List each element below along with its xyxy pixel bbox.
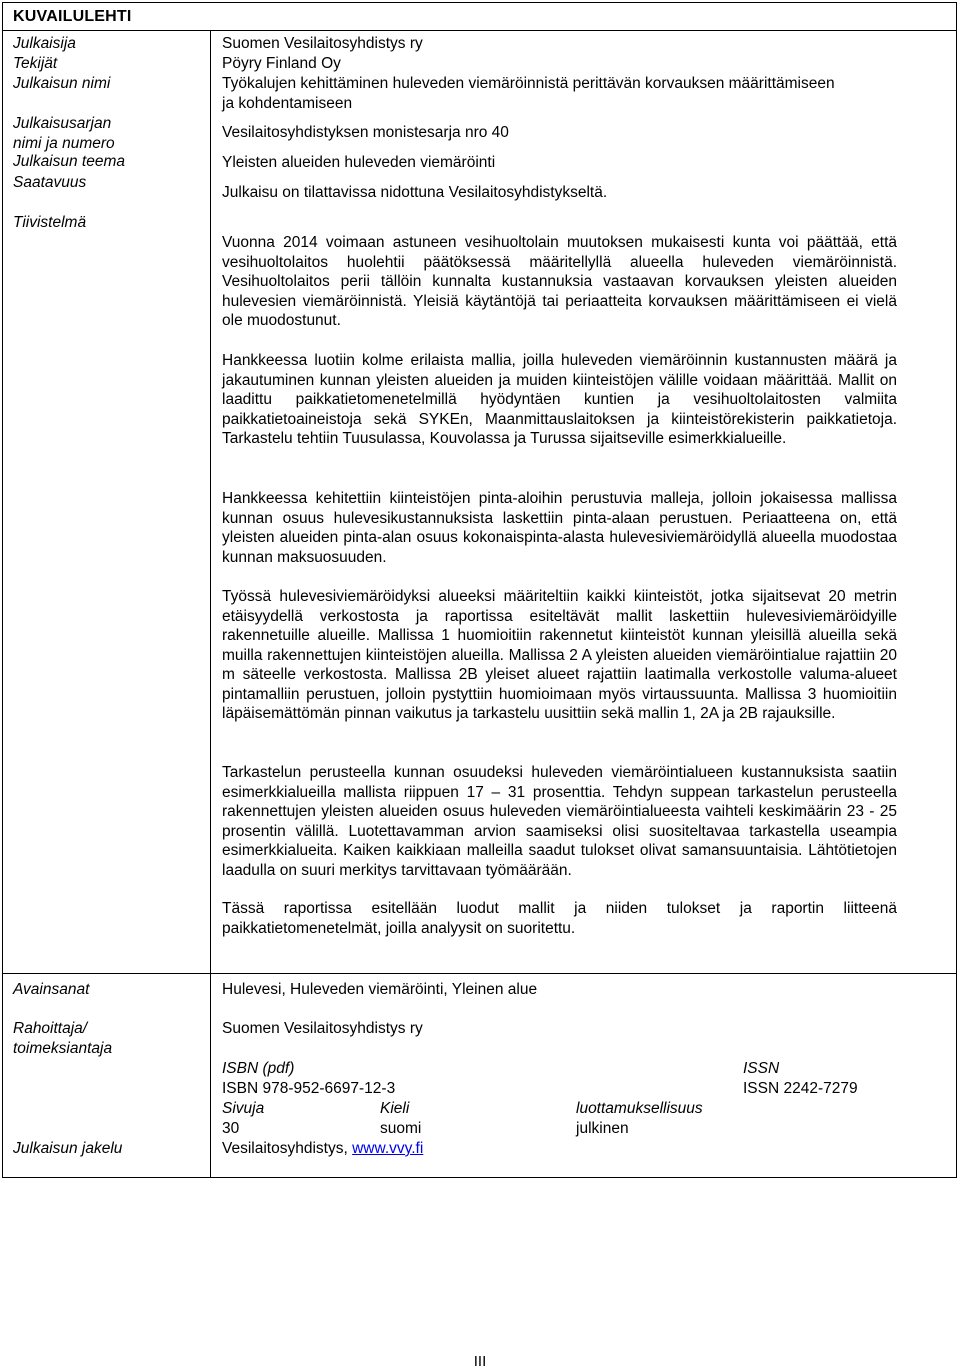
availability-value: Julkaisu on tilattavissa nidottuna Vesilaitosyhdistykseltä.	[222, 184, 608, 201]
title-label: Julkaisun nimi	[13, 75, 111, 92]
pages-label: Sivuja	[222, 1100, 265, 1117]
sheet-title: KUVAILULEHTI	[13, 8, 132, 25]
abstract-paragraph: Tässä raportissa esitellään luodut mallit ja niiden tulokset ja raportin liitteenä paikkatietomenetelmät, joilla analyysit on suoritettu.	[222, 900, 897, 937]
sheet-header	[2, 2, 957, 30]
series-label-line2: nimi ja numero	[13, 135, 115, 152]
keywords-label: Avainsanat	[13, 981, 90, 998]
theme-value: Yleisten alueiden huleveden viemäröinti	[222, 154, 496, 171]
abstract-label: Tiivistelmä	[13, 214, 87, 231]
distribution-table	[2, 974, 957, 1178]
pages-value: 30	[222, 1120, 240, 1137]
availability-label: Saatavuus	[13, 174, 87, 191]
abstract-paragraph: Työssä hulevesiviemäröidyksi alueeksi määriteltiin kaikki kiinteistöt, jotka sijaitsevat 20 metrin etäisyydellä verkostosta ja raportissa esiteltävät mallit laskettiin hulevesiviemäröidyille rakennetuille alueille. Mallissa 1 huomioitiin rakennetut kiinteistöt kunnan yleisillä alueilla sekä muilla rakennettujen kiinteistöjen alueilla. Mallissa 2 A yleisten alueiden viemäröintialue rajattiin 20 m säteelle verkostosta. Mallissa 2B yleiset alueet rajattiin laatimalla verkostolle valuma-alueet pintamalliin perustuen, jolloin pystyttiin huomioimaan myös virtaussuunta. Mallissa 3 huomioitiin läpäisemättömän pinnan vaikutus ja tarkastelu uusittiin sekä mallin 1, 2A ja 2B rajauksille.	[222, 588, 897, 722]
keywords-value: Hulevesi, Huleveden viemäröinti, Yleinen alue	[222, 981, 538, 998]
title-value-line1: Työkalujen kehittäminen huleveden viemäröinnistä perittävän korvauksen määrittämiseen	[222, 75, 835, 92]
confidentiality-label: luottamuksellisuus	[576, 1100, 703, 1117]
isbn-value: ISBN 978-952-6697-12-3	[222, 1080, 396, 1097]
description-sheet	[2, 2, 957, 1178]
language-label: Kieli	[380, 1100, 410, 1117]
abstract-paragraph: Hankkeessa luotiin kolme erilaista mallia, joilla huleveden viemäröinnin kustannusten määrä ja jakautuminen kunnan yleisten alueiden ja muiden kiinteistöjen välille voidaan määrittää. Mallit on laadittu paikkatietomenetelmillä hyödyntäen kuntien ja vesihuoltolaitosten valmiita paikkatietoaineistoja sekä SYKEn, Maanmittauslaitoksen ja kiinteistörekisterin paikkatietoja. Tarkastelu tehtiin Tuusulassa, Kouvolassa ja Turussa sijaitseville esimerkkialueille.	[222, 352, 897, 447]
funder-label-line2: toimeksiantaja	[13, 1040, 113, 1057]
publication-details-table	[2, 30, 957, 974]
abstract-paragraph: Tarkastelun perusteella kunnan osuudeksi huleveden viemäröintialueen kustannuksista saatiin esimerkkialueilla mallista riippuen 17 – 31 prosenttia. Tehdyn suppean tarkastelun perusteella rakennettujen yleisten alueiden osuus huleveden viemäröintialueesta vaihteli keskimäärin 23 - 25 prosentin välillä. Luotettavamman arvion saamiseksi olisi suositeltavaa tarkastella useampia esimerkkialueita. Kaiken kaikkiaan malleilla saadut tulokset olivat samansuuntaisia. Lähtötietojen laadulla on suuri merkitys tarvittavaan työmäärään.	[222, 764, 897, 879]
language-value: suomi	[380, 1120, 422, 1137]
isbn-label: ISBN (pdf)	[222, 1060, 295, 1077]
distribution-value	[222, 1139, 423, 1159]
website-link[interactable]: www.vvy.fi	[352, 1140, 424, 1157]
page-number: III	[473, 1353, 487, 1370]
issn-label: ISSN	[743, 1060, 780, 1077]
abstract-paragraph: Hankkeessa kehitettiin kiinteistöjen pinta-aloihin perustuvia malleja, jolloin jokaisessa mallissa kunnan osuus hulevesikustannuksista laskettiin pinta-alaan perustuen. Periaatteena on, että yleisten alueiden pinta-alan osuus kokonaispinta-alasta hulevesiviemäröidyllä alueella muodostaa kunnan maksuosuuden.	[222, 490, 897, 566]
series-label-line1: Julkaisusarjan	[13, 115, 112, 132]
distribution-label: Julkaisun jakelu	[13, 1140, 123, 1157]
authors-value: Pöyry Finland Oy	[222, 55, 341, 72]
authors-label: Tekijät	[13, 55, 58, 72]
abstract-paragraph: Vuonna 2014 voimaan astuneen vesihuoltolain muutoksen mukaisesti kunta voi päättää, että vesihuoltolaitos huolehtii päätöksessä määritellyllä alueella huleveden viemäröinnistä. Vesihuoltolaitos perii tällöin kunnalta kustannuksia vastaavan korvauksen yleisten alueiden hulevesien viemäröinnistä. Yleisiä käytäntöjä tai periaatteita korvauksen määrittämiseen ei vielä ole muodostunut.	[222, 234, 897, 329]
theme-label: Julkaisun teema	[13, 153, 126, 170]
funder-value: Suomen Vesilaitosyhdistys ry	[222, 1020, 423, 1037]
column-divider	[210, 31, 211, 973]
series-value: Vesilaitosyhdistyksen monistesarja nro 40	[222, 124, 509, 141]
column-divider	[210, 974, 211, 1177]
funder-label-line1: Rahoittaja/	[13, 1020, 88, 1037]
issn-value: ISSN 2242-7279	[743, 1080, 858, 1097]
publisher-value: Suomen Vesilaitosyhdistys ry	[222, 35, 423, 52]
confidentiality-value: julkinen	[576, 1120, 629, 1137]
title-value-line2: ja kohdentamiseen	[222, 95, 353, 112]
publisher-label: Julkaisija	[13, 35, 76, 52]
distribution-prefix: Vesilaitosyhdistys,	[222, 1140, 353, 1157]
